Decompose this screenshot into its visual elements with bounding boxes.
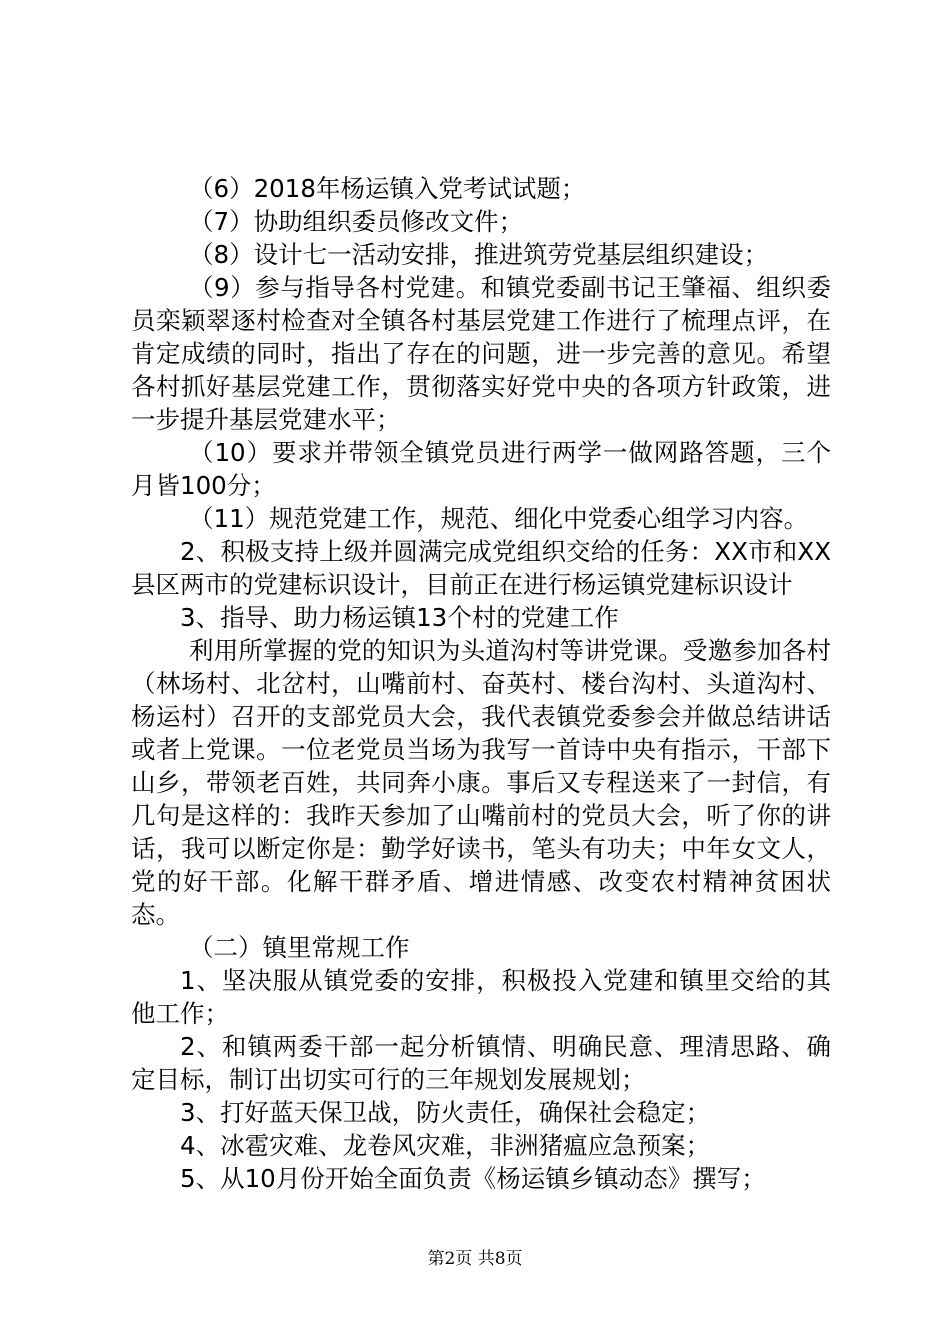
paragraph-item-7: （7）协助组织委员修改文件； (189, 207, 524, 236)
paragraph-section-3: 3、指导、助力杨运镇13个村的党建工作 (180, 603, 619, 632)
paragraph-section-2: 2、积极支持上级并圆满完成党组织交给的任务：XX市和XX县区两市的党建标识设计，目前正在进行杨运镇党建标识设计 (131, 537, 831, 599)
page-footer: 第2页 共8页 (427, 1249, 523, 1269)
paragraph-item-11: （11）规范党建工作，规范、细化中党委心组学习内容。 (189, 504, 809, 533)
paragraph-routine-3: 3、打好蓝天保卫战，防火责任，确保社会稳定； (180, 1098, 711, 1127)
paragraph-item-10: （10）要求并带领全镇党员进行两学一做网路答题，三个月皆100分； (131, 438, 831, 500)
paragraph-item-9: （9）参与指导各村党建。和镇党委副书记王肇福、组织委员栾颖翠逐村检查对全镇各村基层党建工作进行了梳理点评，在肯定成绩的同时，指出了存在的问题，进一步完善的意见。希望各村抓好基层党建工作，贯彻落实好党中央的各项方针政策，进一步提升基层党建水平； (131, 273, 831, 434)
paragraph-routine-4: 4、冰雹灾难、龙卷风灾难，非洲猪瘟应急预案； (180, 1131, 711, 1160)
paragraph-item-6: （6）2018年杨运镇入党考试试题； (189, 174, 586, 203)
heading-routine-work: （二）镇里常规工作 (189, 933, 410, 962)
paragraph-party-lectures: 利用所掌握的党的知识为头道沟村等讲党课。受邀参加各村（林场村、北岔村，山嘴前村、奋英村、楼台沟村、头道沟村、杨运村）召开的支部党员大会，我代表镇党委参会并做总结讲话或者上党课。一位老党员当场为我写一首诗中央有指示，干部下山乡，带领老百姓，共同奔小康。事后又专程送来了一封信，有几句是这样的：我昨天参加了山嘴前村的党员大会，听了你的讲话，我可以断定你是：勤学好读书，笔头有功夫；中年女文人，党的好干部。化解干群矛盾、增进情感、改变农村精神贫困状态。 (131, 636, 831, 929)
paragraph-routine-1: 1、坚决服从镇党委的安排，积极投入党建和镇里交给的其他工作； (131, 966, 831, 1028)
paragraph-routine-2: 2、和镇两委干部一起分析镇情、明确民意、理清思路、确定目标，制订出切实可行的三年规划发展规划； (131, 1032, 831, 1094)
paragraph-routine-5: 5、从10月份开始全面负责《杨运镇乡镇动态》撰写； (180, 1164, 766, 1193)
paragraph-item-8: （8）设计七一活动安排，推进筑劳党基层组织建设； (189, 240, 769, 269)
document-body (131, 172, 831, 1195)
